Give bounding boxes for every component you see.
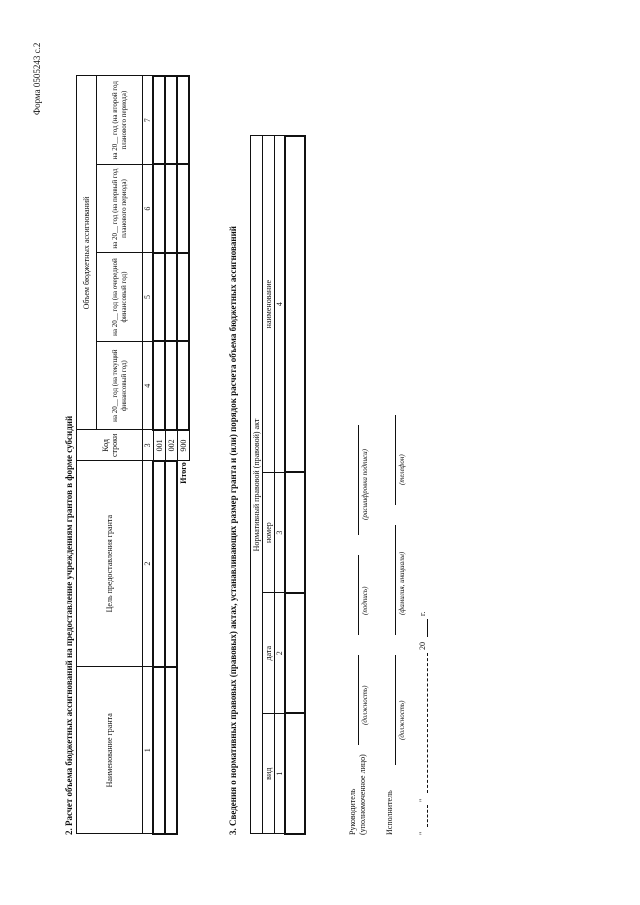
num-cell: 1	[275, 714, 286, 835]
num-cell: 5	[143, 253, 154, 342]
total-label: Итого	[179, 462, 188, 484]
phone-caption: (телефон)	[398, 454, 406, 485]
position-line[interactable]	[358, 655, 359, 745]
num-cell: 3	[143, 430, 154, 461]
table-cell	[165, 164, 177, 252]
col-act-group: Нормативный правовой (правовой) акт	[251, 136, 263, 834]
table-cell	[177, 253, 189, 342]
position2-line[interactable]	[395, 655, 396, 765]
table-cell	[177, 164, 189, 252]
col-year2: на 20__ год (на очередной финансовый год)	[97, 253, 143, 342]
decode-caption: (расшифровка подписи)	[361, 449, 369, 520]
col-volume: Объем бюджетных ассигнований	[77, 76, 97, 430]
table-cell	[153, 76, 165, 164]
fio-line[interactable]	[395, 525, 396, 635]
form-number: Форма 0505243 с.2	[32, 42, 42, 115]
table-cell	[285, 714, 305, 835]
date-year-suffix: г.	[418, 611, 427, 616]
table-cell	[165, 461, 177, 667]
table-cell	[153, 253, 165, 342]
date-day-line[interactable]	[427, 805, 428, 827]
table-cell	[153, 164, 165, 252]
table-cell	[177, 76, 189, 164]
num-cell: 4	[275, 136, 286, 472]
table-cell	[177, 341, 189, 430]
col-year4: на 20__ год (на второй год планового периода)	[97, 76, 143, 164]
col-act-title: наименование	[263, 136, 275, 472]
col-row-code: Код строки	[77, 430, 143, 461]
row-code: 001	[153, 430, 165, 461]
table-cell	[153, 667, 165, 834]
section2-title: 2. Расчет объема бюджетных ассигнований на предоставление учреждениям грантов в форме субсидий	[64, 415, 74, 835]
col-act-date: дата	[263, 593, 275, 714]
decode-line[interactable]	[358, 425, 359, 535]
table-cell	[153, 461, 165, 667]
num-cell: 3	[275, 472, 286, 593]
num-cell: 2	[143, 461, 154, 667]
signature-line[interactable]	[358, 555, 359, 635]
date-open-quote: "	[418, 831, 427, 835]
blank-cell	[177, 667, 189, 834]
executor-label: Исполнитель	[385, 790, 394, 835]
table-cell	[165, 76, 177, 164]
total-code: 900	[177, 430, 189, 461]
table-cell	[165, 253, 177, 342]
grants-table	[76, 75, 190, 835]
date-year-line[interactable]	[427, 619, 428, 637]
num-cell: 6	[143, 164, 154, 252]
num-cell: 4	[143, 341, 154, 430]
num-cell: 1	[143, 667, 154, 834]
section3-title: 3. Сведения о нормативных правовых (правовых) актах, устанавливающих размер гранта и (или) порядок расчета объема бюджетных ассигнований	[228, 226, 238, 835]
col-year3: на 20__ год (на первый год планового периода)	[97, 164, 143, 252]
head-label: Руководитель	[348, 788, 357, 835]
head-sub-label: (уполномоченное лицо)	[358, 754, 367, 835]
position2-caption: (должность)	[398, 700, 406, 740]
legal-acts-table	[250, 135, 306, 835]
table-cell	[285, 593, 305, 714]
table-cell	[285, 472, 305, 593]
table-cell	[153, 341, 165, 430]
num-cell: 2	[275, 593, 286, 714]
date-year-prefix: 20	[418, 642, 427, 650]
table-cell	[285, 136, 305, 472]
col-year1: на 20__ год (на текущий финансовый год)	[97, 341, 143, 430]
fio-caption: (фамилия, инициалы)	[398, 551, 406, 615]
num-cell: 7	[143, 76, 154, 164]
col-grant-name: Наименование гранта	[77, 667, 143, 834]
position-caption: (должность)	[361, 685, 369, 725]
phone-line[interactable]	[395, 415, 396, 505]
date-month-line[interactable]	[427, 653, 428, 793]
date-close-quote: "	[418, 798, 427, 802]
row-code: 002	[165, 430, 177, 461]
table-cell	[165, 667, 177, 834]
signature-caption: (подпись)	[361, 586, 369, 615]
col-act-number: номер	[263, 472, 275, 593]
col-act-type: вид	[263, 714, 275, 835]
col-purpose: Цель предоставления гранта	[77, 461, 143, 667]
table-cell	[165, 341, 177, 430]
